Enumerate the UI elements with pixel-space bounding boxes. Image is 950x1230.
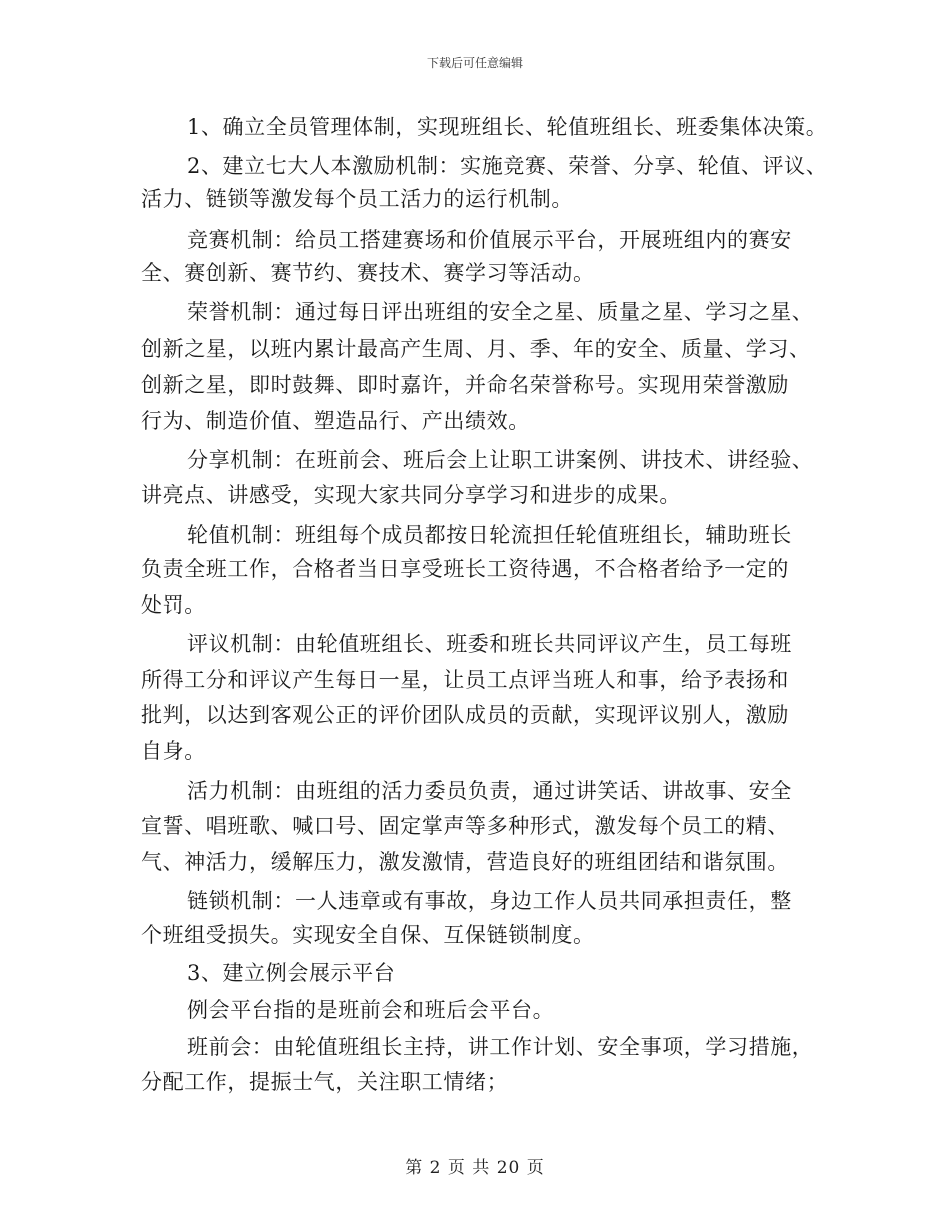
page-header: 下载后可任意编辑 — [426, 56, 523, 70]
paragraph-line: 例会平台指的是班前会和班后会平台。 — [187, 998, 555, 1022]
page-number-footer: 第 2 页 共 20 页 — [405, 1158, 545, 1178]
paragraph-line: 自身。 — [141, 739, 206, 763]
paragraph-line: 2、建立七大人本激励机制：实施竞赛、荣誉、分享、轮值、评议、 — [187, 154, 828, 178]
paragraph-line: 全、赛创新、赛节约、赛技术、赛学习等活动。 — [141, 261, 595, 285]
paragraph-line: 分享机制：在班前会、班后会上让职工讲案例、讲技术、讲经验、 — [187, 448, 814, 472]
paragraph-line: 处罚。 — [141, 593, 206, 617]
paragraph-line: 个班组受损失。实现安全自保、互保链锁制度。 — [141, 923, 595, 947]
paragraph-line: 竞赛机制：给员工搭建赛场和价值展示平台，开展班组内的赛安 — [187, 228, 792, 252]
paragraph-line: 宣誓、唱班歌、喊口号、固定掌声等多种形式，激发每个员工的精、 — [141, 814, 789, 838]
paragraph-line: 轮值机制：班组每个成员都按日轮流担任轮值班组长，辅助班长 — [187, 523, 792, 547]
paragraph-line: 3、建立例会展示平台 — [187, 961, 396, 985]
paragraph-line: 讲亮点、讲感受，实现大家共同分享学习和进步的成果。 — [141, 483, 681, 507]
paragraph-line: 批判，以达到客观公正的评价团队成员的贡献，实现评议别人，激励 — [141, 703, 789, 727]
paragraph-line: 1、确立全员管理体制，实现班组长、轮值班组长、班委集体决策。 — [187, 115, 828, 139]
paragraph-line: 分配工作，提振士气，关注职工情绪； — [141, 1070, 509, 1094]
paragraph-line: 气、神活力，缓解压力，激发激情，营造良好的班组团结和谐氛围。 — [141, 850, 789, 874]
paragraph-line: 活力机制：由班组的活力委员负责，通过讲笑话、讲故事、安全 — [187, 779, 792, 803]
paragraph-line: 创新之星，以班内累计最高产生周、月、季、年的安全、质量、学习、 — [141, 337, 811, 361]
paragraph-line: 荣誉机制：通过每日评出班组的安全之星、质量之星、学习之星、 — [187, 300, 814, 324]
paragraph-line: 行为、制造价值、塑造品行、产出绩效。 — [141, 409, 530, 433]
paragraph-line: 创新之星，即时鼓舞、即时嘉许，并命名荣誉称号。实现用荣誉激励 — [141, 373, 789, 397]
paragraph-line: 所得工分和评议产生每日一星，让员工点评当班人和事，给予表扬和 — [141, 668, 789, 692]
paragraph-line: 评议机制：由轮值班组长、班委和班长共同评议产生，员工每班 — [187, 632, 792, 656]
paragraph-line: 班前会：由轮值班组长主持，讲工作计划、安全事项，学习措施， — [187, 1035, 814, 1059]
paragraph-line: 负责全班工作，合格者当日享受班长工资待遇，不合格者给予一定的 — [141, 557, 789, 581]
paragraph-line: 链锁机制：一人违章或有事故，身边工作人员共同承担责任，整 — [187, 889, 792, 913]
paragraph-line: 活力、链锁等激发每个员工活力的运行机制。 — [141, 187, 573, 211]
